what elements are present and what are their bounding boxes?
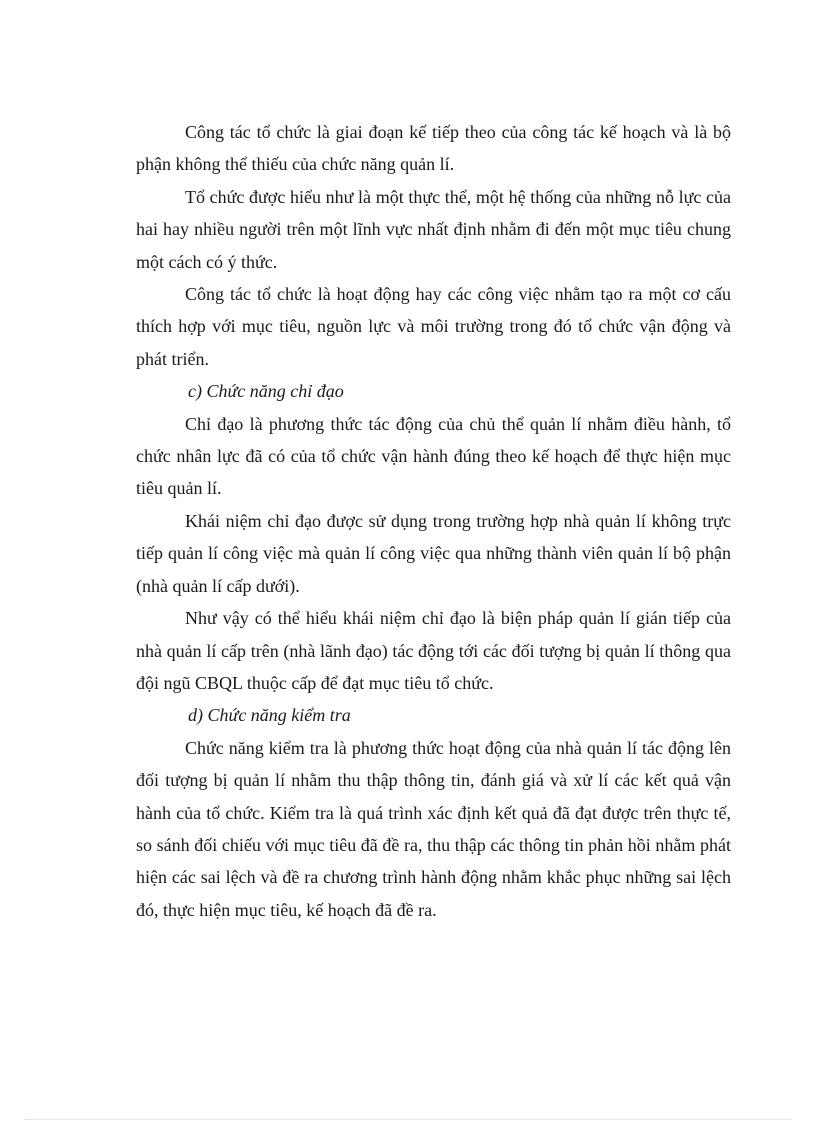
paragraph-controlling-definition: Chức năng kiểm tra là phương thức hoạt động của nhà quản lí tác động lên đối tượng bị quản lí nhằm thu thập thông tin, đánh giá và xử lí các kết quả vận hành của tổ chức. Kiểm tra là quá trình xác định kết quả đã đạt được trên thực tế, so sánh đối chiếu với mục tiêu đã đề ra, thu thập các thông tin phản hồi nhằm phát hiện các sai lệch và đề ra chương trình hành động nhằm khắc phục những sai lệch đó, thực hiện mục tiêu, kế hoạch đã đề ra.: [136, 737, 731, 920]
document-body: [136, 116, 731, 926]
paragraph-directing-definition: Chỉ đạo là phương thức tác động của chủ thể quản lí nhằm điều hành, tổ chức nhân lực đã có của tổ chức vận hành đúng theo kế hoạch để thực hiện mục tiêu quản lí.: [136, 413, 731, 499]
page-bottom-rule: [24, 1119, 792, 1120]
paragraph-organization-definition: Tổ chức được hiểu như là một thực thể, một hệ thống của những nỗ lực của hai hay nhiều người trên một lĩnh vực nhất định nhằm đi đến một mục tiêu chung một cách có ý thức.: [136, 186, 731, 272]
paragraph-organizing-activity: Công tác tổ chức là hoạt động hay các công việc nhằm tạo ra một cơ cấu thích hợp với mục tiêu, nguồn lực và môi trường trong đó tổ chức vận động và phát triển.: [136, 284, 731, 369]
section-heading-directing: c) Chức năng chỉ đạo: [188, 381, 344, 402]
section-heading-controlling: d) Chức năng kiểm tra: [188, 705, 351, 726]
paragraph-directing-indirect: Như vậy có thể hiểu khái niệm chỉ đạo là biện pháp quản lí gián tiếp của nhà quản lí cấp trên (nhà lãnh đạo) tác động tới các đối tượng bị quản lí thông qua đội ngũ CBQL thuộc cấp để đạt mục tiêu tổ chức.: [136, 608, 731, 693]
paragraph-directing-usage: Khái niệm chỉ đạo được sử dụng trong trường hợp nhà quản lí không trực tiếp quản lí công việc mà quản lí công việc qua những thành viên quản lí bộ phận (nhà quản lí cấp dưới).: [136, 510, 731, 596]
paragraph-organizing-stage: Công tác tổ chức là giai đoạn kế tiếp theo của công tác kế hoạch và là bộ phận không thể thiếu của chức năng quản lí.: [136, 122, 731, 175]
